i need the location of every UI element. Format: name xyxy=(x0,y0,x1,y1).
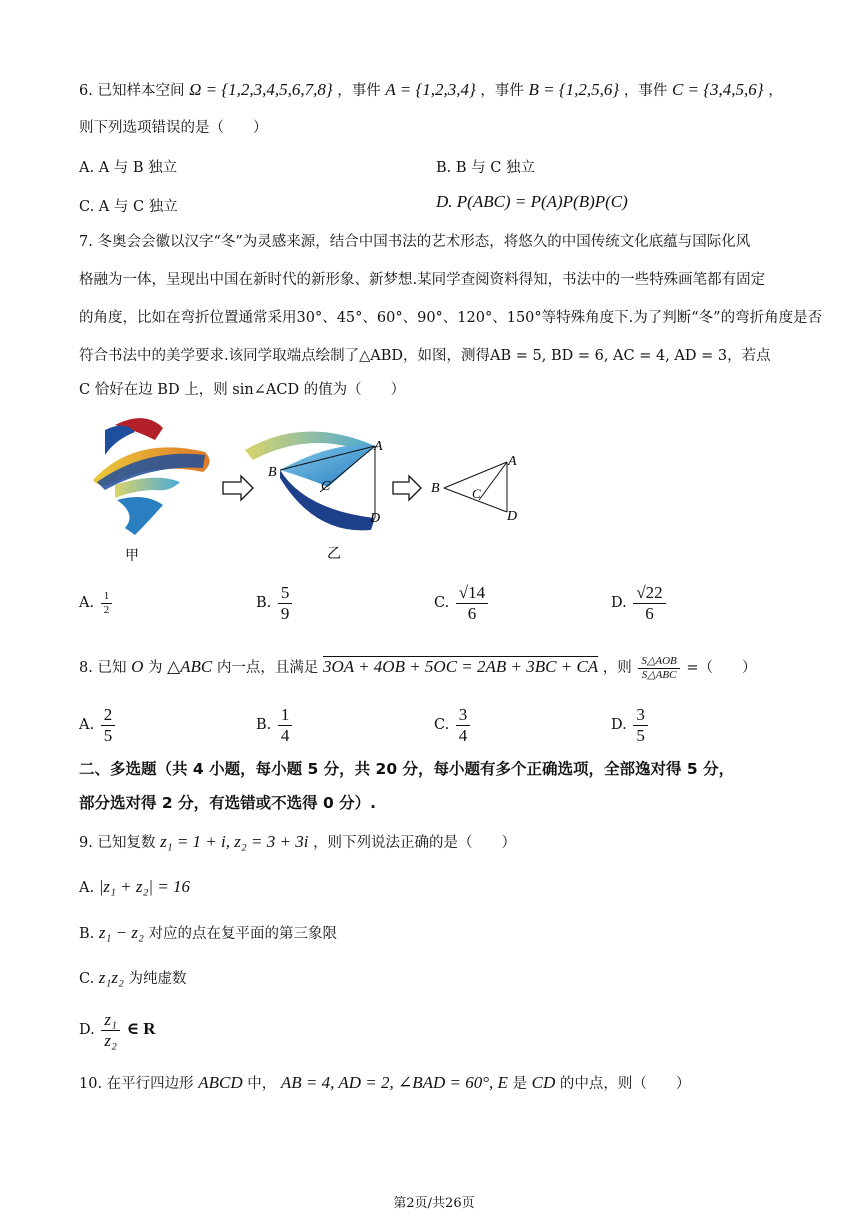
text: 已知样本空间 xyxy=(97,83,185,99)
q7-line2: 格融为一体，呈现出中国在新时代的新形象、新梦想.某同学查阅资料得知，书法中的一些特殊画笔都有固定 xyxy=(79,272,766,288)
q9-stem xyxy=(79,832,516,852)
text: 内一点，且满足 xyxy=(216,660,319,677)
text: ， xyxy=(768,83,783,99)
q8-stem xyxy=(79,655,757,681)
q7-line3: 的角度，比如在弯折位置通常采用30°、45°、60°、90°、120°、150°等特殊角度下.为了判断“冬”的弯折角度是否 xyxy=(79,310,823,326)
denominator: 2 xyxy=(103,603,110,616)
q9-option-d xyxy=(79,1010,156,1050)
emblem-triangle-figure xyxy=(245,431,375,530)
point-label-a: A xyxy=(508,454,517,469)
numerator: 3 xyxy=(633,705,648,726)
option-text: 对应的点在复平面的第三象限 xyxy=(148,926,338,942)
text: 为 xyxy=(147,660,163,677)
q8-option-d xyxy=(611,705,650,745)
text: =（ ） xyxy=(686,660,757,677)
q7-option-c xyxy=(434,583,490,623)
q7-option-b xyxy=(256,583,294,623)
denominator: 9 xyxy=(280,603,290,623)
question-number: 6. xyxy=(79,83,93,99)
text: 9. 已知复数 xyxy=(79,835,156,851)
triangle-abc: △ABC xyxy=(167,657,213,677)
option-label: A. xyxy=(79,880,95,896)
fig-label-jia: 甲 xyxy=(125,549,139,564)
denominator: 5 xyxy=(103,725,113,745)
arrow-right-icon xyxy=(223,476,253,500)
complex-numbers: z₁ = 1 + i, z₂ = 3 + 3i xyxy=(160,832,309,851)
option-label: D. xyxy=(611,717,627,734)
option-label: D. xyxy=(79,1022,95,1039)
denominator: S△ABC xyxy=(641,668,677,681)
q9-option-c xyxy=(79,968,186,988)
q7-option-d xyxy=(611,583,668,623)
denominator: 6 xyxy=(645,603,654,623)
q6-line1 xyxy=(79,80,783,100)
q8-option-c xyxy=(434,705,472,745)
text: ，事件 xyxy=(337,83,381,99)
conditions: AB = 4, AD = 2, ∠BAD = 60°, E xyxy=(280,1073,508,1092)
point-label-d: D xyxy=(370,511,381,526)
option-label: B. xyxy=(256,595,272,612)
option-math: z₁ − z₂ xyxy=(98,923,144,942)
q8-option-a xyxy=(79,705,117,745)
q7-line5: C 恰好在边 BD 上，则 sin∠ACD 的值为（ ） xyxy=(79,382,406,398)
text: 中， xyxy=(247,1076,277,1092)
event-a: A = {1,2,3,4} xyxy=(385,80,476,99)
numerator: 1 xyxy=(278,705,293,726)
numerator: √22 xyxy=(633,583,665,604)
numerator: S△AOB xyxy=(638,655,679,669)
option-label: C. xyxy=(434,595,450,612)
q10-stem xyxy=(79,1073,690,1093)
denominator: 4 xyxy=(280,725,290,745)
event-c: C = {3,4,5,6} xyxy=(671,80,764,99)
option-label: A. xyxy=(79,595,95,612)
text: ，则下列说法正确的是（ ） xyxy=(313,835,517,851)
numerator: 5 xyxy=(278,583,293,604)
sample-space: Ω = {1,2,3,4,5,6,7,8} xyxy=(189,80,333,99)
text: 是 xyxy=(512,1076,528,1092)
q9-option-b xyxy=(79,923,337,943)
q6-option-a: A. A 与 B 独立 xyxy=(79,160,178,176)
option-text: D. P(ABC) = P(A)P(B)P(C) xyxy=(436,192,628,211)
text: ，事件 xyxy=(623,83,668,99)
numerator: √14 xyxy=(456,583,488,604)
point-label-c: C xyxy=(472,486,481,501)
q7-figure xyxy=(75,410,545,570)
event-b: B = {1,2,5,6} xyxy=(528,80,620,99)
numerator: 1 xyxy=(101,590,113,604)
point-label-b: B xyxy=(431,481,440,496)
q8-option-b xyxy=(256,705,294,745)
denominator: 4 xyxy=(458,725,468,745)
option-math: ∈ R xyxy=(126,1019,156,1039)
fig-label-yi: 乙 xyxy=(327,547,341,562)
parallelogram: ABCD xyxy=(198,1073,243,1092)
numerator: 3 xyxy=(456,705,471,726)
point-label-b: B xyxy=(268,465,277,480)
q6-option-b: B. B 与 C 独立 xyxy=(436,160,535,176)
point-label-d: D xyxy=(507,509,518,524)
vector-equation: 3OA + 4OB + 5OC = 2AB + 3BC + CA xyxy=(322,657,599,677)
arrow-right-icon xyxy=(393,476,421,500)
q9-option-a xyxy=(79,877,190,897)
option-label: B. xyxy=(256,717,272,734)
segment-cd: CD xyxy=(531,1073,556,1092)
option-label: D. xyxy=(611,595,627,612)
denominator: 6 xyxy=(467,603,477,623)
numerator: z₁ xyxy=(101,1010,120,1031)
option-label: C. xyxy=(434,717,450,734)
q6-option-c: C. A 与 C 独立 xyxy=(79,199,178,215)
point-o: O xyxy=(131,657,144,677)
point-label-a: A xyxy=(374,439,383,454)
section2-heading-line1: 二、多选题（共 4 小题，每小题 5 分，共 20 分，每小题有多个正确选项，全部逸对得 5 分， xyxy=(79,760,735,778)
q6-line2: 则下列选项错误的是（ ） xyxy=(79,120,268,136)
page-footer: 第2页/共26页 xyxy=(393,1196,475,1211)
text: 8. 已知 xyxy=(79,660,127,677)
numerator: 2 xyxy=(101,705,116,726)
option-math: z₁z₂ xyxy=(98,968,124,987)
q6-option-d xyxy=(436,192,628,212)
option-label: A. xyxy=(79,717,95,734)
option-text: 为纯虚数 xyxy=(128,971,187,987)
q7-line1: 7. 冬奥会会徽以汉字“冬”为灵感来源，结合中国书法的艺术形态，将悠久的中国传统文化底蕴与国际化风 xyxy=(79,234,751,250)
option-math: |z₁ + z₂| = 16 xyxy=(98,877,191,896)
text: ，则 xyxy=(602,660,632,677)
winter-emblem-icon xyxy=(93,418,210,535)
q7-line4: 符合书法中的美学要求.该同学取端点绘制了△ABD，如图，测得AB = 5, BD = 6, AC = 4, AD = 3，若点 xyxy=(79,348,771,364)
option-label: B. xyxy=(79,926,95,942)
section2-heading-line2: 部分选对得 2 分，有选错或不选得 0 分）. xyxy=(79,794,377,812)
option-label: C. xyxy=(79,971,95,987)
point-label-c: C xyxy=(321,479,331,494)
denominator: 5 xyxy=(636,725,645,745)
q7-option-a xyxy=(79,590,114,616)
text: ，事件 xyxy=(480,83,524,99)
denominator: z₂ xyxy=(104,1030,117,1050)
text: 10. 在平行四边形 xyxy=(79,1076,194,1092)
text: 的中点，则（ ） xyxy=(559,1076,691,1092)
